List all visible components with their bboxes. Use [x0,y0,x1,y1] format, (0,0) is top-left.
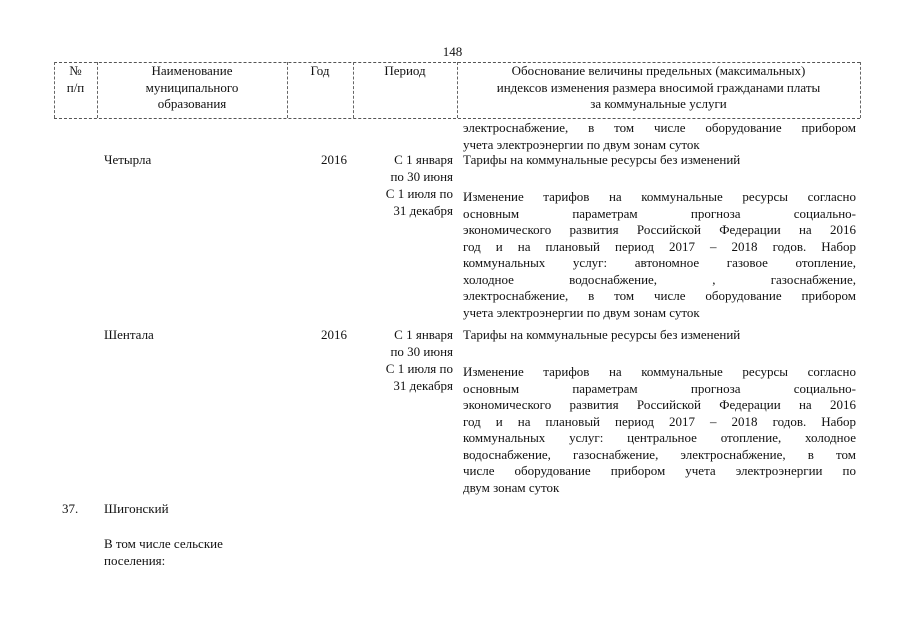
text-line: Изменение тарифов на коммунальные ресурсы согласно [463,189,856,204]
text-line: учета электроэнергии по двум зонам суток [463,136,700,152]
header-name-line: Наименование [151,63,233,78]
text-line: экономического развития Российской Федерации на 2016 [463,222,856,237]
text-line: основным параметрам прогноза социально- [463,205,856,221]
row-year [287,152,347,169]
period-line: по 30 июня [390,343,453,359]
row-name: Шентала [104,327,154,342]
text-line: Тарифы на коммунальные ресурсы без изменений [463,152,741,167]
text-line: двум зонам суток [463,479,560,495]
header-name-line: образования [157,96,227,111]
header-num-line: № [69,63,82,78]
header-year-label: Год [310,63,330,78]
header-period-label: Период [384,63,426,78]
header-num-line: п/п [66,79,85,95]
row-text-second-half [463,364,856,496]
district-name: Шигонский [104,501,169,516]
row-period-first-half [357,327,453,360]
header-name [97,63,287,113]
text-line: учета электроэнергии по двум зонам суток [463,304,700,320]
period-line: по 30 июня [390,168,453,184]
period-line: С 1 января [394,327,453,342]
subheading [104,536,284,569]
row-period-second-half [357,186,453,219]
header-bottom-rule [54,118,860,119]
row-name: Четырла [104,152,152,167]
row-year [287,327,347,344]
row-period-second-half [357,361,453,394]
continuation-text [463,120,856,153]
header-justification-line: индексов изменения размера вносимой гражданами платы [496,79,821,95]
row-text-first-half [463,327,856,344]
row-text-second-half [463,189,856,321]
text-line: Тарифы на коммунальные ресурсы без изменений [463,327,741,342]
header-justification-line: за коммунальные услуги [590,96,727,111]
col-border [860,62,861,118]
text-line: холодное водоснабжение, , газоснабжение, [463,271,856,287]
row-period-first-half [357,152,453,185]
text-line: электроснабжение, в том числе оборудование прибором [463,288,856,303]
subheading-line: В том числе сельские [104,536,223,551]
row-year-value: 2016 [321,327,347,342]
text-line: год и на плановый период 2017 – 2018 годов. Набор [463,238,856,254]
text-line: числе оборудование прибором учета электроэнергии по [463,463,856,478]
row-text-first-half [463,152,856,169]
period-line: С 1 июля по [385,186,453,201]
row-year-value: 2016 [321,152,347,167]
header-justification-line: Обоснование величины предельных (максимальных) [511,63,806,78]
header-period [353,63,457,80]
text-line: Изменение тарифов на коммунальные ресурсы согласно [463,364,856,379]
header-year [287,63,353,80]
period-line: С 1 января [394,152,453,167]
text-line: коммунальных услуг: центральное отопление, холодное [463,430,856,445]
period-line: 31 декабря [393,202,453,218]
period-line: 31 декабря [393,377,453,393]
header-justification [457,63,860,113]
text-line: экономического развития Российской Федерации на 2016 [463,397,856,412]
header-num [54,63,97,96]
text-line: год и на плановый период 2017 – 2018 годов. Набор [463,413,856,429]
text-line: коммунальных услуг: автономное газовое отопление, [463,255,856,270]
text-line: основным параметрам прогноза социально- [463,380,856,396]
period-line: С 1 июля по [385,361,453,376]
text-line: водоснабжение, газоснабжение, электроснабжение, в том [463,446,856,462]
subheading-line: поселения: [104,552,166,568]
page-number: 148 [442,44,463,59]
text-line: электроснабжение, в том числе оборудование прибором [463,120,856,135]
district-number: 37. [62,501,79,516]
header-name-line: муниципального [145,79,239,95]
